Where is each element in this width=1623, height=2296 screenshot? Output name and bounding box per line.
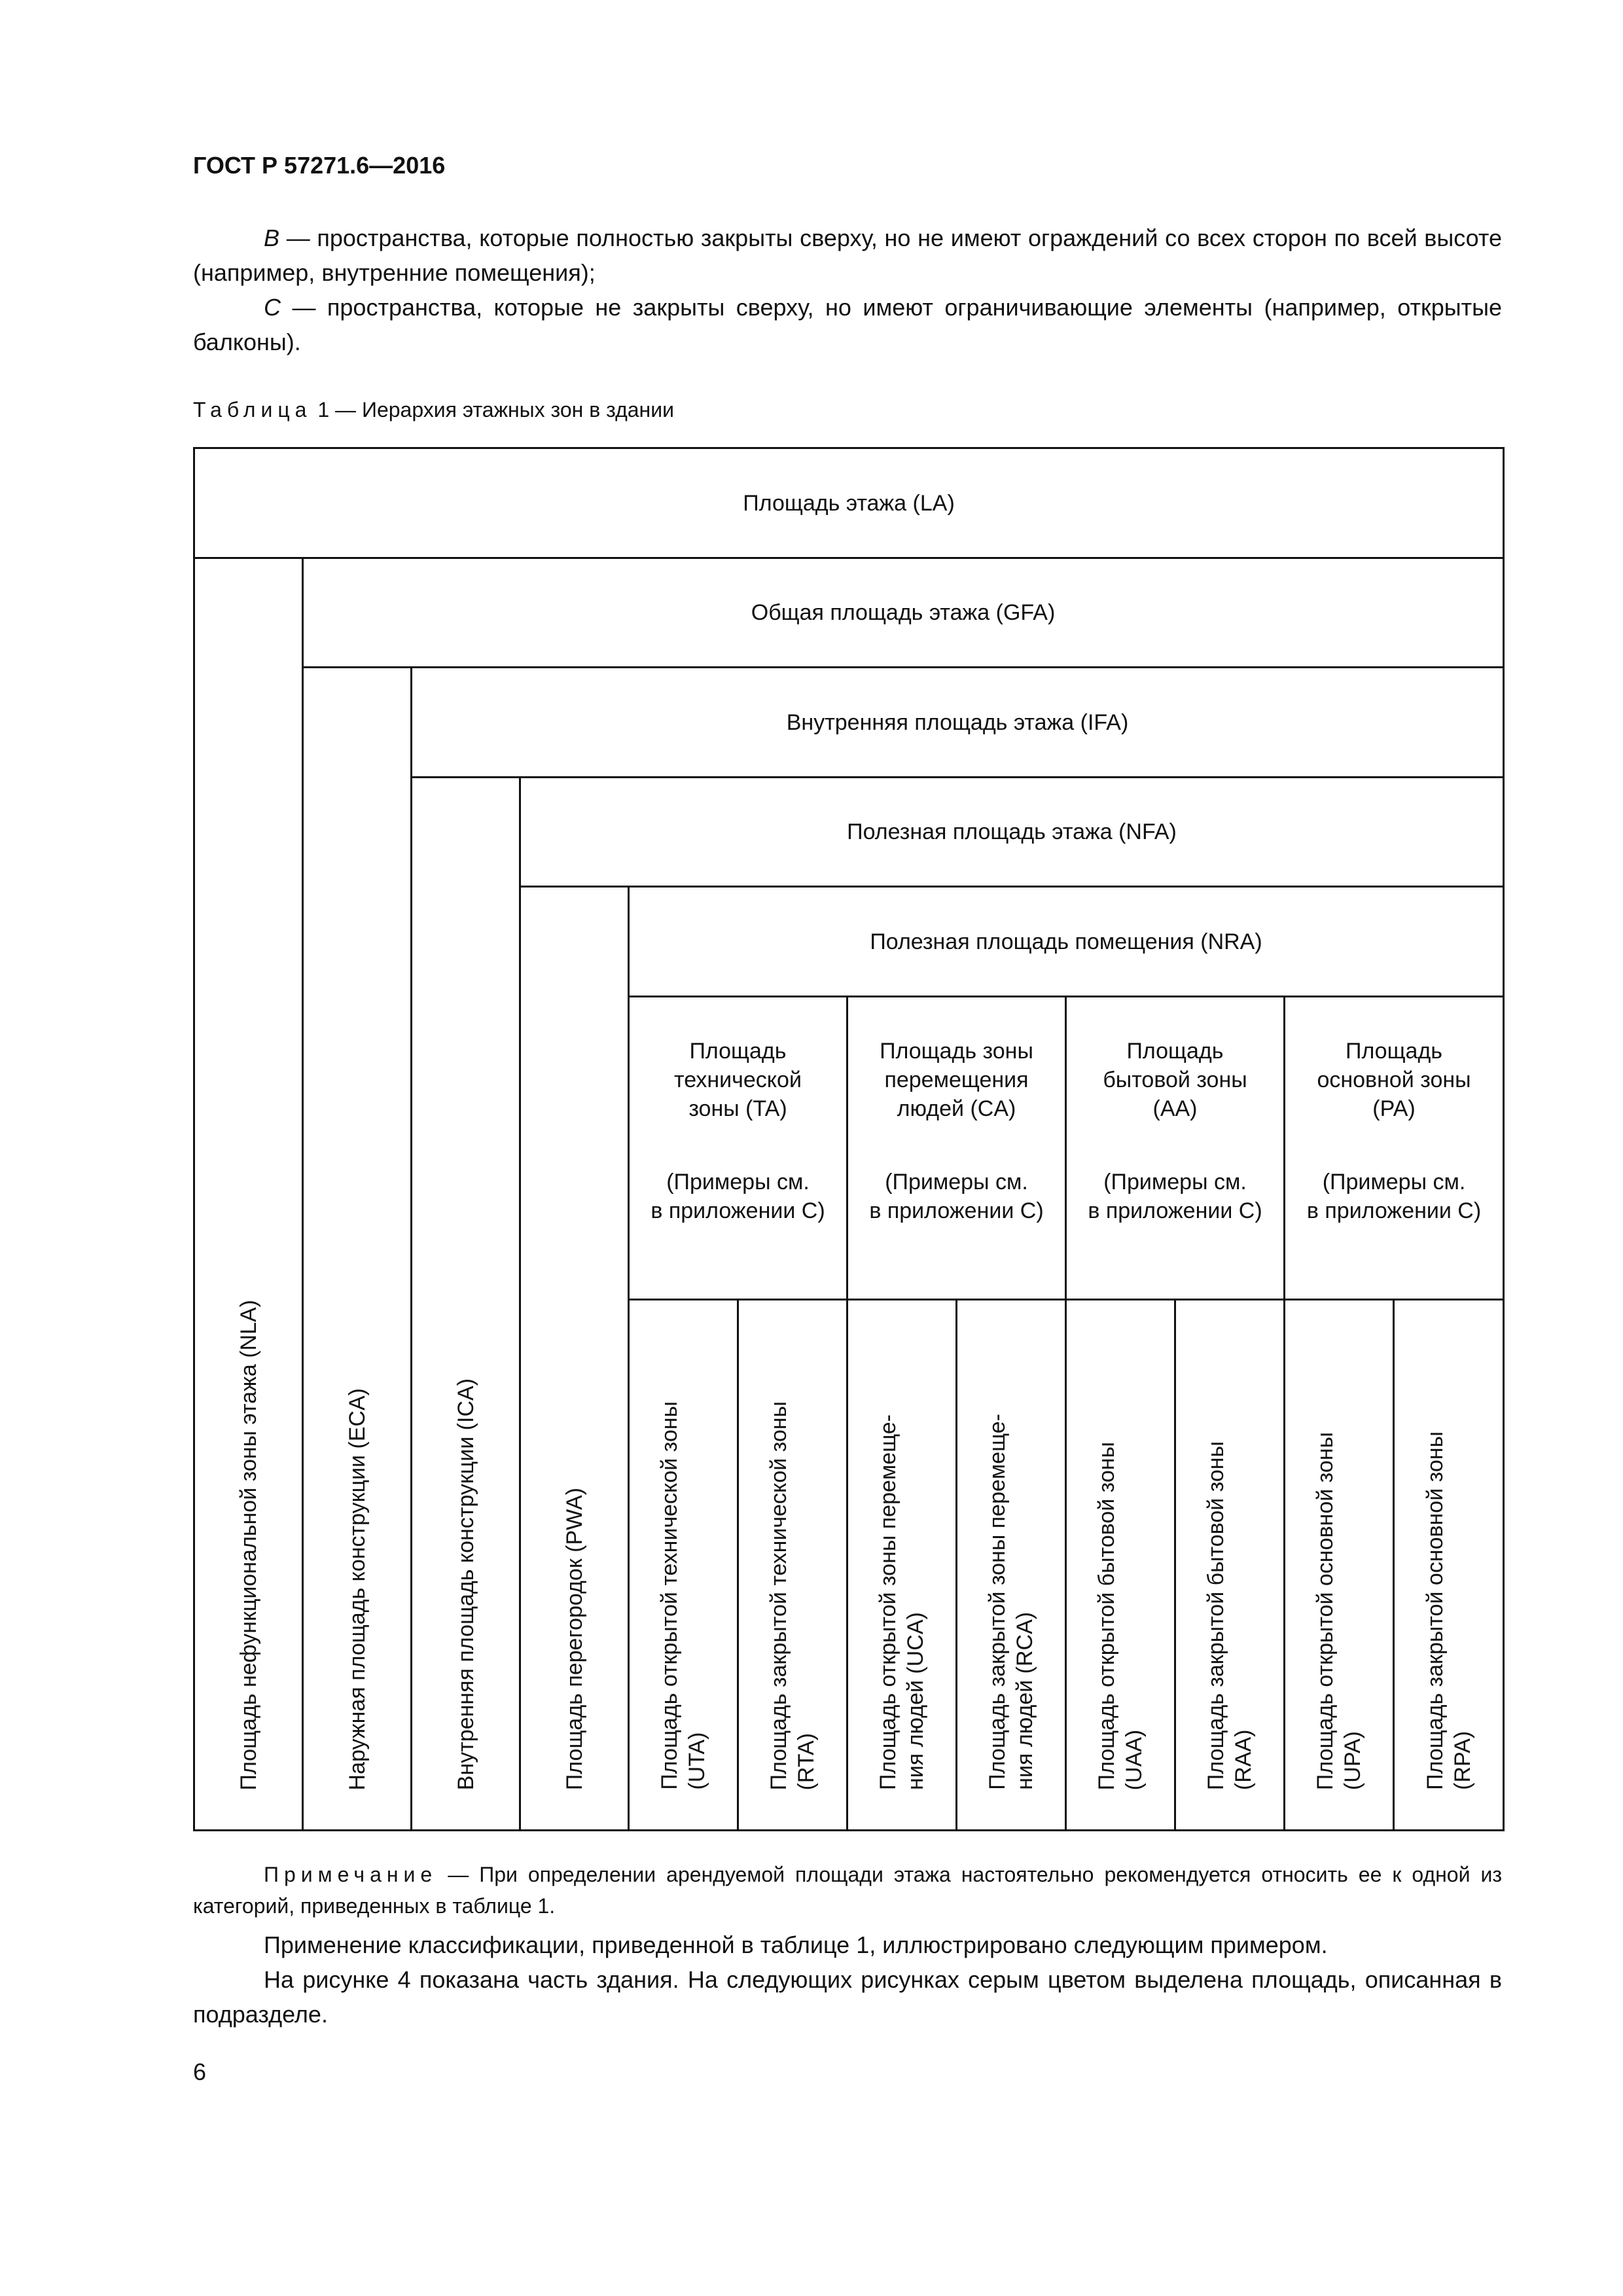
cell-gfa: Общая площадь этажа (GFA)	[303, 558, 1504, 668]
cell-upa: Площадь открытой основной зоны (UPA)	[1285, 1300, 1394, 1831]
document-header: ГОСТ Р 57271.6—2016	[193, 152, 446, 179]
body-text	[193, 1928, 1502, 2032]
intro-text	[193, 221, 1502, 359]
table-caption	[193, 398, 674, 422]
nla-label: Площадь нефункциональной зоны этажа (NLA)	[236, 1299, 261, 1790]
intro-item-c	[193, 290, 1502, 359]
note-text: — При определении арендуемой площади этажа настоятельно рекомендуется относить ее к одной из категорий, приведенных в таблице 1.	[193, 1863, 1502, 1918]
intro-b-text: — пространства, которые полностью закрыты сверху, но не имеют ограждений со всех сторон по всей высоте (например, внутренние помещения);	[193, 224, 1502, 286]
cell-uta: Площадь открытой технической зоны (UTA)	[629, 1300, 738, 1831]
intro-c-letter: C	[264, 294, 281, 321]
cell-rpa: Площадь закрытой основной зоны (RPA)	[1394, 1300, 1504, 1831]
intro-c-text: — пространства, которые не закрыты сверху, но имеют ограничивающие элементы (например, открытые балконы).	[193, 294, 1502, 355]
cell-ifa: Внутренняя площадь этажа (IFA)	[412, 668, 1504, 778]
table-note	[193, 1859, 1502, 1922]
cell-category-ca: Площадь зоны перемещения людей (CA) (Примеры см. в приложении С)	[847, 997, 1066, 1300]
intro-item-b	[193, 221, 1502, 290]
cell-uaa: Площадь открытой бытовой зоны (UAA)	[1066, 1300, 1175, 1831]
cell-nra: Полезная площадь помещения (NRA)	[629, 887, 1504, 997]
cell-rta: Площадь закрытой технической зоны (RTA)	[738, 1300, 847, 1831]
cell-la: Площадь этажа (LA)	[194, 448, 1504, 558]
table-caption-text: 1 — Иерархия этажных зон в здании	[317, 398, 674, 422]
cell-nfa: Полезная площадь этажа (NFA)	[520, 778, 1504, 887]
page-number: 6	[193, 2058, 207, 2085]
cell-nla	[194, 558, 303, 1831]
cell-pwa	[520, 887, 629, 1831]
cell-category-aa: Площадь бытовой зоны (AA) (Примеры см. в приложении С)	[1066, 997, 1285, 1300]
note-label: Примечание	[264, 1863, 438, 1886]
body-paragraph-1: Применение классификации, приведенной в таблице 1, иллюстрировано следующим примером.	[264, 1931, 1328, 1958]
pwa-label: Площадь перегородок (PWA)	[562, 1487, 587, 1790]
area-hierarchy-table	[193, 447, 1505, 1831]
table-caption-label: Таблица	[193, 398, 312, 422]
cell-ica	[412, 778, 520, 1831]
cell-rca: Площадь закрытой зоны перемеще- ния людей (RCA)	[957, 1300, 1066, 1831]
cell-category-ta: Площадь технической зоны (TA) (Примеры см. в приложении С)	[629, 997, 847, 1300]
cell-eca	[303, 668, 412, 1831]
cell-raa: Площадь закрытой бытовой зоны (RAA)	[1175, 1300, 1285, 1831]
cell-uca: Площадь открытой зоны перемеще- ния людей (UCA)	[847, 1300, 957, 1831]
body-paragraph-2: На рисунке 4 показана часть здания. На следующих рисунках серым цветом выделена площадь, описанная в подразделе.	[193, 1966, 1502, 2028]
ica-label: Внутренняя площадь конструкции (ICA)	[453, 1378, 478, 1790]
eca-label: Наружная площадь конструкции (ECA)	[344, 1388, 370, 1790]
intro-b-letter: B	[264, 224, 280, 251]
cell-category-pa: Площадь основной зоны (PA) (Примеры см. в приложении С)	[1285, 997, 1504, 1300]
